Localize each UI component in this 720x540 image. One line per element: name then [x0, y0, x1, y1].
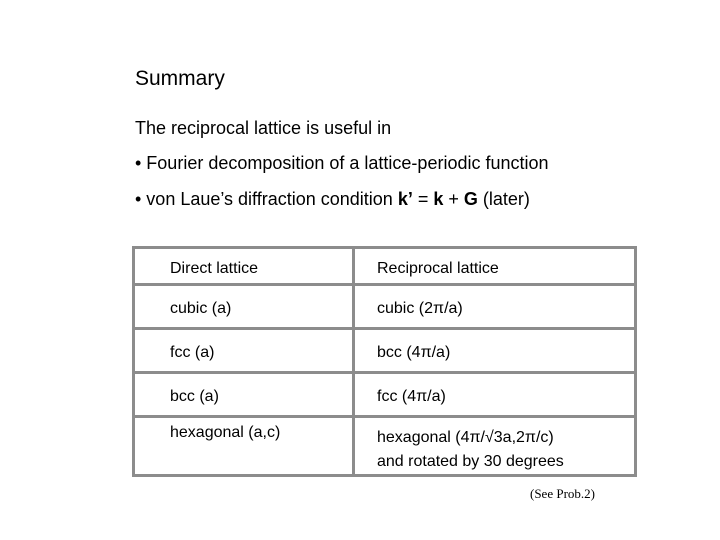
slide-title: Summary [135, 67, 225, 90]
header-direct-lattice: Direct lattice [134, 248, 354, 285]
vector-k-prime: k’ [397, 189, 413, 209]
cell-direct-hexagonal: hexagonal (a,c) [134, 417, 354, 476]
cell-direct-fcc: fcc (a) [134, 329, 354, 373]
hexagonal-reciprocal-value: hexagonal (4π/√3a,2π/c) [377, 429, 554, 446]
header-reciprocal-lattice: Reciprocal lattice [354, 248, 636, 285]
lattice-table [132, 246, 637, 477]
bullet-von-laue [135, 188, 530, 210]
bullet-von-laue-prefix: • von Laue’s diffraction condition [135, 189, 398, 209]
table-row [134, 417, 636, 476]
table-row [134, 329, 636, 373]
bullet-von-laue-suffix: (later) [477, 189, 530, 209]
cell-direct-cubic: cubic (a) [134, 285, 354, 329]
intro-text: The reciprocal lattice is useful in [135, 118, 392, 138]
cell-reciprocal-fcc: fcc (4π/a) [354, 373, 636, 417]
vector-g: G [463, 189, 478, 209]
hexagonal-rotation-note: and rotated by 30 degrees [377, 453, 564, 470]
cell-reciprocal-hexagonal [354, 417, 636, 476]
cell-reciprocal-bcc: bcc (4π/a) [354, 329, 636, 373]
plus-sign: + [443, 189, 464, 209]
bullet-fourier: • Fourier decomposition of a lattice-periodic function [135, 153, 549, 173]
problem-reference: (See Prob.2) [530, 486, 595, 501]
table-row [134, 373, 636, 417]
vector-k: k [433, 189, 444, 209]
table-header-row [134, 248, 636, 285]
equals-sign: = [412, 189, 434, 209]
cell-direct-bcc: bcc (a) [134, 373, 354, 417]
table-row [134, 285, 636, 329]
cell-reciprocal-cubic: cubic (2π/a) [354, 285, 636, 329]
